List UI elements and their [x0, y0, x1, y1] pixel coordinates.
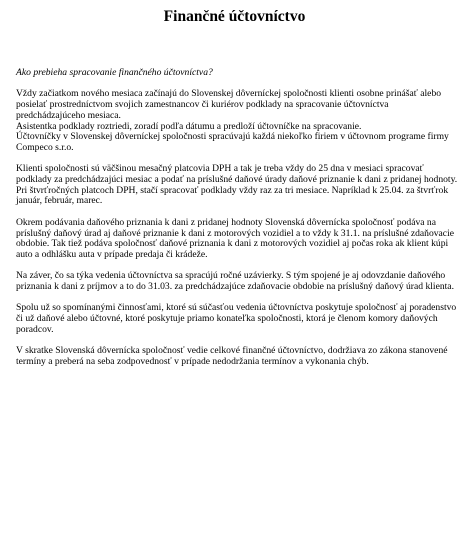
paragraph-line: Pri štvrťročných platcoch DPH, stačí spracovať podklady vždy raz za tri mesiace. Napríklad k 25.04. za štvrťrok január, február, marec.: [16, 184, 449, 207]
paragraph-line: Spolu už so spomínanými činnosťami, ktoré sú súčasťou vedenia účtovníctva poskytuje spoločnosť aj poradenstvo či už daňové alebo účtovné, ktoré poskytuje priamo konateľka spoločnosti, ktorá je členom komory daňových poradcov.: [16, 302, 457, 335]
paragraph-vehicle-tax: [16, 218, 458, 261]
paragraph-line: Na záver, čo sa týka vedenia účtovníctva sa spracújú ročné uzávierky. S tým spojené je aj odovzdanie daňového priznania k dani z príjmov a to do 31.03. za predchádzajúce zdaňovacie obdobie na príslušný daňový úrad klienta.: [16, 270, 454, 292]
question-heading: Ako prebieha spracovanie finančného účtovníctva?: [16, 67, 213, 78]
paragraph-summary: [16, 346, 458, 367]
paragraph-line: Vždy začiatkom nového mesiaca začínajú do Slovenskej dôverníckej spoločnosti klienti osobne prinášať alebo posielať prostredníctvom svojich zamestnancov či kuriérov podklady na spracovanie účtovníctva predchádzajúceho mesiaca.: [16, 88, 442, 121]
document-body: [16, 68, 458, 378]
paragraph-annual-closing: [16, 271, 458, 292]
page-title: Finančné účtovníctvo: [163, 8, 306, 25]
paragraph-line: Účtovníčky v Slovenskej dôverníckej spoločnosti spracúvajú každá niekoľko firiem v účtovnom programe firmy Compeco s.r.o.: [16, 131, 449, 153]
paragraph-vat-payers: [16, 164, 458, 207]
paragraph-advisory: [16, 303, 458, 335]
paragraph-line: Okrem podávania daňového priznania k dani z pridanej hodnoty Slovenská dôvernícka spoločnosť podáva na príslušný daňový úrad aj daňové priznanie k dani z motorových vozidiel a to vždy k 31.1. na príslušné zdaňovacie obdobie. Tak tiež podáva spoločnosť daňové priznania k dani z motorových vozidiel aj počas roka ak klient kúpi auto a odhlášku auta v prípade predaja či krádeže.: [16, 216, 454, 260]
paragraph-line: V skratke Slovenská dôvernícka spoločnosť vedie celkové finančné účtovníctvo, dodržiava zo zákona stanovené termíny a preberá na seba zodpovednosť v prípade nedodržania termínov a vykonania chýb.: [16, 345, 448, 367]
paragraph-line: Asistentka podklady roztriedi, zoradí podľa dátumu a predloží účtovníčke na spracovanie.: [16, 120, 362, 132]
paragraph-monthly-intake: [16, 89, 458, 153]
paragraph-line: Klienti spoločnosti sú väčšinou mesačný platcovia DPH a tak je treba vždy do 25 dna v mesiaci spracovať podklady za predchádzajúci mesiac a podať na príslušné daňové úrady daňové priznanie k dani z pridanej hodnoty.: [16, 163, 458, 185]
